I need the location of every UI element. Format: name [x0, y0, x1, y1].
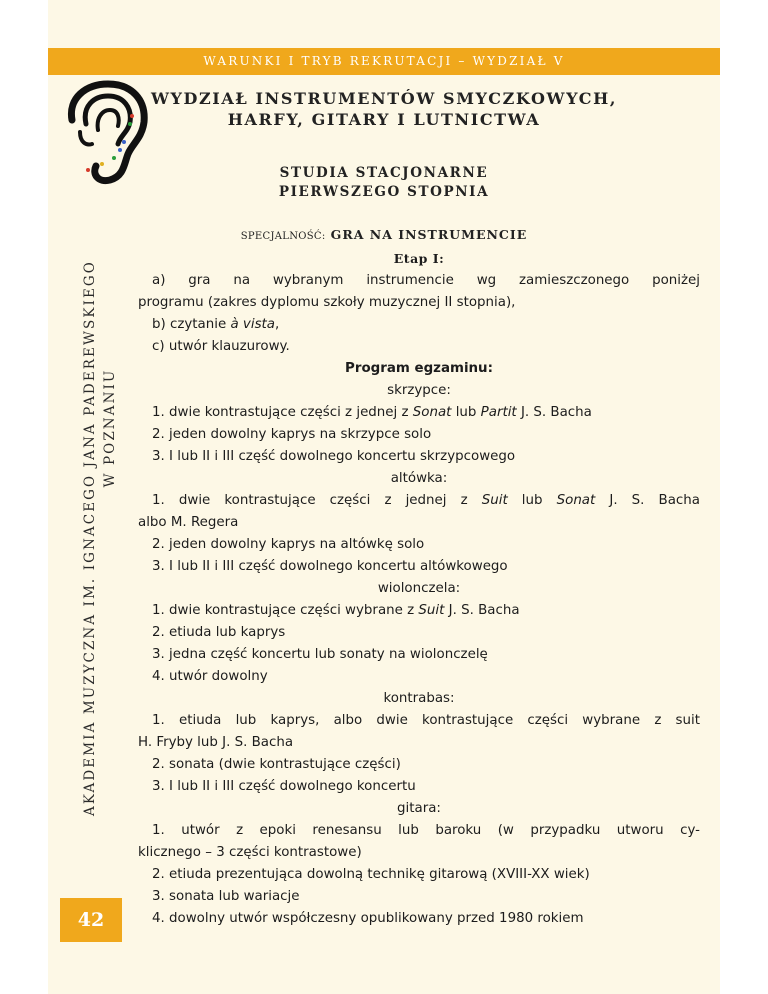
study-title-line1: STUDIA STACJONARNE [279, 165, 489, 181]
bass-item-1-cont: H. Fryby lub J. S. Bacha [138, 735, 294, 750]
specialty-value: GRA NA INSTRUMENCIE [330, 227, 528, 242]
violin-item-1-em1: Sonat [412, 405, 452, 420]
faculty-title-line1: WYDZIAŁ INSTRUMENTÓW SMYCZKOWYCH, [150, 89, 618, 108]
violin-heading: skrzypce: [387, 383, 451, 398]
specialty [48, 224, 720, 243]
violin-item-2: 2. jeden dowolny kaprys na skrzypce solo [152, 427, 432, 442]
violin-item-3: 3. I lub II i III część dowolnego koncertu skrzypcowego [152, 449, 516, 464]
cello-item-1-text: 1. dwie kontrastujące części wybrane z [152, 603, 419, 618]
violin-item-1-end: J. S. Bacha [516, 405, 592, 420]
guitar-item-1-cont: klicznego – 3 części kontrastowe) [138, 845, 362, 860]
cello-item-1 [138, 600, 700, 622]
viola-item-1-em2: Sonat [556, 493, 596, 508]
cello-heading: wiolonczela: [377, 581, 461, 596]
header-bar [48, 48, 720, 75]
viola-item-1-cont: albo M. Regera [138, 515, 239, 530]
violin-item-1-text: 1. dwie kontrastujące części z jednej z [152, 405, 413, 420]
viola-item-1-mid: lub [507, 493, 557, 508]
violin-item-1-mid: lub [451, 405, 481, 420]
header-bar-title: WARUNKI I TRYB REKRUTACJI – WYDZIAŁ V [203, 54, 565, 68]
cello-item-4: 4. utwór dowolny [152, 669, 268, 684]
guitar-item-1: 1. utwór z epoki renesansu lub baroku (w przypadku utworu cy- [152, 823, 700, 838]
stage-item-b-emphasis: à vista [230, 317, 276, 332]
faculty-title-line2: HARFY, GITARY I LUTNICTWA [227, 110, 541, 129]
stage-item-c: c) utwór klauzurowy. [152, 339, 290, 354]
study-title-line2: PIERWSZEGO STOPNIA [278, 184, 490, 200]
viola-item-1-text: 1. dwie kontrastujące części z jednej z [152, 493, 482, 508]
cello-item-2: 2. etiuda lub kaprys [152, 625, 286, 640]
violin-item-1-em2: Partit [480, 405, 517, 420]
guitar-item-2: 2. etiuda prezentująca dowolną technikę gitarową (XVIII-XX wiek) [152, 867, 590, 882]
stage-item-b [138, 314, 700, 336]
bass-item-1: 1. etiuda lub kaprys, albo dwie kontrastujące części wybrane z suit [152, 713, 700, 728]
cello-item-3: 3. jedna część koncertu lub sonaty na wiolonczelę [152, 647, 488, 662]
stage-item-b-end: , [275, 317, 280, 332]
viola-item-3: 3. I lub II i III część dowolnego koncertu altówkowego [152, 559, 508, 574]
specialty-label: SPECJALNOŚĆ: [240, 231, 326, 242]
bass-item-2: 2. sonata (dwie kontrastujące części) [152, 757, 401, 772]
stage-item-a1: a) gra na wybranym instrumencie wg zamieszczonego poniżej [152, 273, 700, 288]
guitar-item-4: 4. dowolny utwór współczesny opublikowany przed 1980 rokiem [152, 911, 584, 926]
side-title-line1: AKADEMIA MUZYCZNA IM. IGNACEGO JANA PADEREWSKIEGO [82, 260, 98, 816]
cello-item-1-end: J. S. Bacha [444, 603, 520, 618]
content [138, 248, 700, 930]
guitar-item-3: 3. sonata lub wariacje [152, 889, 300, 904]
page-number: 42 [60, 898, 122, 942]
viola-item-2: 2. jeden dowolny kaprys na altówkę solo [152, 537, 425, 552]
violin-item-1 [138, 402, 700, 424]
side-title [64, 248, 126, 828]
stage-title: Etap I: [393, 251, 445, 266]
viola-item-1-end: J. S. Bacha [595, 493, 700, 508]
program-title: Program egzaminu: [345, 361, 493, 376]
page [48, 0, 720, 994]
bass-item-3: 3. I lub II i III część dowolnego koncertu [152, 779, 416, 794]
viola-item-1-em1: Suit [481, 493, 508, 508]
viola-item-1 [138, 490, 700, 512]
bass-heading: kontrabas: [383, 691, 455, 706]
guitar-heading: gitara: [397, 801, 441, 816]
side-title-line2: W POZNANIU [102, 368, 118, 488]
stage-item-b-text: b) czytanie [152, 317, 231, 332]
stage-item-a2: programu (zakres dyplomu szkoły muzycznej II stopnia), [138, 295, 516, 310]
cello-item-1-em: Suit [418, 603, 445, 618]
viola-heading: altówka: [390, 471, 448, 486]
